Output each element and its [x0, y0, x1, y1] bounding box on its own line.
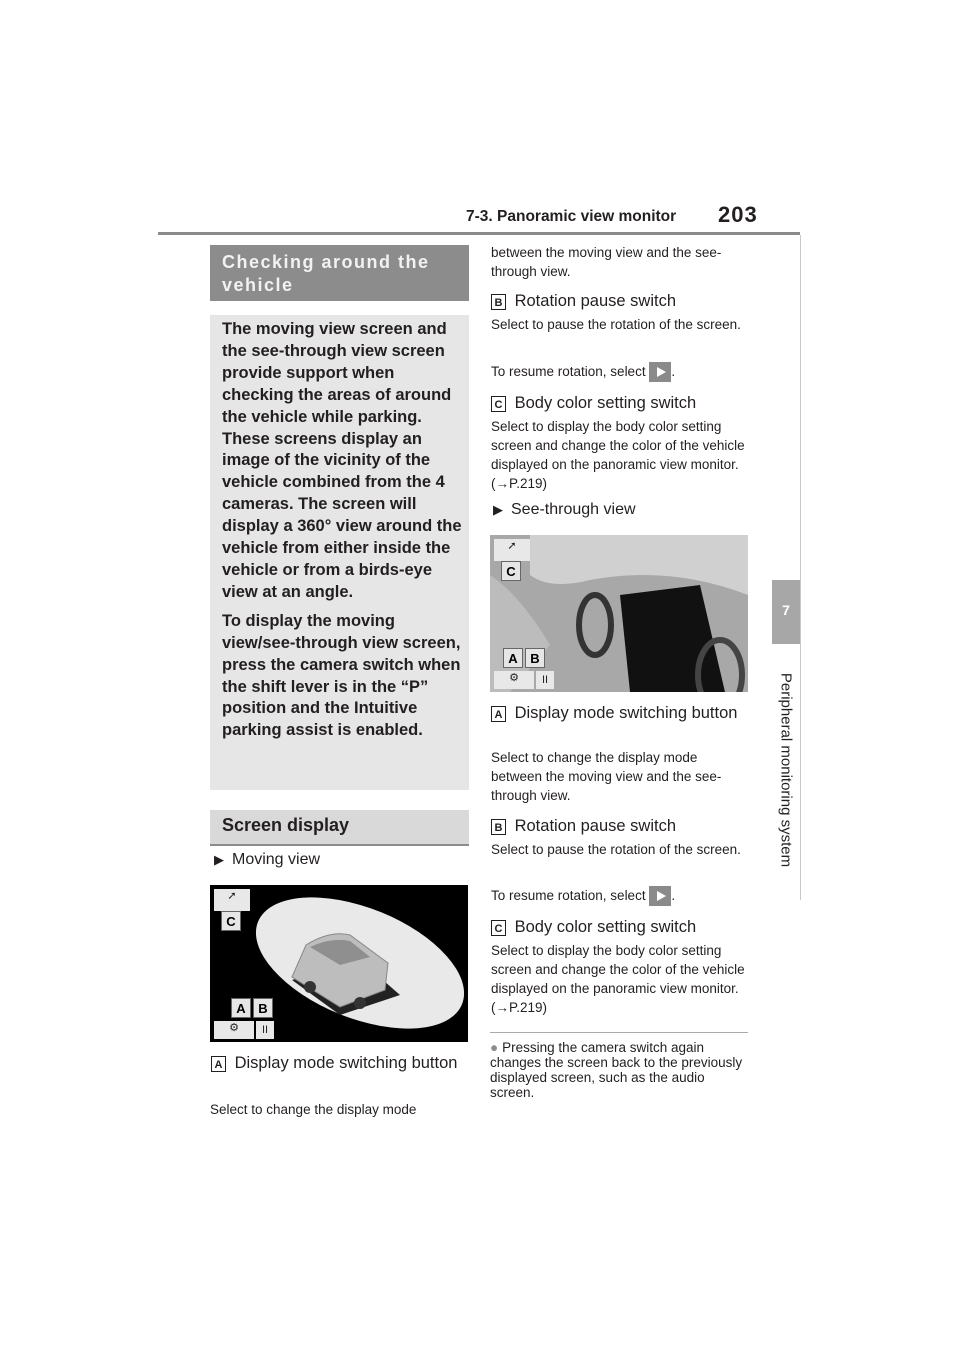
- section-header: 7-3. Panoramic view monitor: [466, 208, 677, 225]
- intro-box: [210, 315, 469, 790]
- label-b: B: [491, 294, 506, 310]
- item-a-title: Display mode switching button: [514, 704, 738, 722]
- item-b-title: Rotation pause switch: [514, 817, 677, 835]
- section-title-checking: Checking around the vehicle: [210, 245, 469, 301]
- item-b-desc: Select to pause the rotation of the screen.: [491, 317, 741, 332]
- intro-paragraph-2: To display the moving view/see-through view screen, press the camera switch when the shift lever is in the “P” position and the Intuitive parking assist is enabled.: [222, 611, 461, 740]
- intro-paragraph-1: The moving view screen and the see-through view screen provide support when checking the areas of around the vehicle while parking. These screens display an image of the vicinity of the vehicle combined from the 4 cameras. The screen will display a 360° view around the vehicle from either inside the vehicle or from a birds-eye view at an angle.: [222, 320, 462, 601]
- header-rule: [158, 232, 800, 235]
- item-b-resume: To resume rotation, select .: [491, 362, 749, 382]
- item-a-moving: [211, 1052, 461, 1074]
- moving-view-heading: ▶ Moving view: [214, 851, 321, 868]
- display-mode-button[interactable]: A: [503, 648, 523, 668]
- item-b-see-through: [491, 815, 751, 837]
- page-number: 203: [718, 202, 758, 227]
- display-mode-button[interactable]: A: [231, 998, 251, 1018]
- pause-icon[interactable]: II: [536, 671, 554, 689]
- moving-view-screen: [210, 885, 468, 1042]
- item-c-title: Body color setting switch: [514, 918, 697, 936]
- note: [490, 1040, 752, 1100]
- item-a-desc-continued: between the moving view and the see-through view.: [491, 245, 722, 279]
- item-c-moving: [491, 392, 751, 414]
- label-a: A: [491, 706, 506, 722]
- item-c-desc: Select to display the body color setting screen and change the color of the vehicle displayed on the panoramic view monitor. (→P.219): [491, 943, 745, 1015]
- item-b-resume: To resume rotation, select .: [491, 886, 749, 906]
- pause-icon[interactable]: II: [256, 1021, 274, 1039]
- item-c-title: Body color setting switch: [514, 394, 697, 412]
- see-through-heading: ▶ See-through view: [493, 501, 636, 518]
- item-b-title: Rotation pause switch: [514, 292, 677, 310]
- rotation-pause-button-b[interactable]: B: [253, 998, 273, 1018]
- triangle-bullet-icon: ▶: [493, 502, 503, 517]
- resume-play-icon: [649, 886, 671, 906]
- camera-view-icon[interactable]: ➚: [494, 539, 530, 561]
- item-b-moving: [491, 290, 751, 312]
- note-text: Pressing the camera switch again changes the screen back to the previously displayed screen, such as the audio screen.: [490, 1040, 743, 1100]
- item-a-see-through: [491, 702, 749, 724]
- rotation-pause-button-b[interactable]: B: [525, 648, 545, 668]
- parking-assist-icon[interactable]: ⚙: [214, 1021, 254, 1039]
- label-a: A: [211, 1056, 226, 1072]
- label-c: C: [491, 396, 506, 412]
- note-bullet-icon: ●: [490, 1040, 499, 1055]
- note-rule: [490, 1032, 748, 1033]
- side-divider: [800, 235, 801, 900]
- camera-view-icon[interactable]: ➚: [214, 889, 250, 911]
- item-a-desc: Select to change the display mode: [210, 1102, 417, 1117]
- item-b-desc: Select to pause the rotation of the screen.: [491, 842, 741, 857]
- label-b: B: [491, 819, 506, 835]
- section-title-screen-display: Screen display: [210, 810, 469, 844]
- chapter-number: 7: [782, 602, 790, 618]
- triangle-bullet-icon: ▶: [214, 852, 224, 867]
- parking-assist-icon[interactable]: ⚙: [494, 671, 534, 689]
- label-c: C: [491, 920, 506, 936]
- see-through-screen: [490, 535, 748, 692]
- resume-play-icon: [649, 362, 671, 382]
- chapter-title: Peripheral monitoring system: [777, 672, 795, 868]
- item-a-title: Display mode switching button: [234, 1054, 458, 1072]
- item-c-see-through: [491, 916, 751, 938]
- body-color-button[interactable]: C: [221, 911, 241, 931]
- item-a-desc: Select to change the display mode between the moving view and the see-through view.: [491, 750, 722, 803]
- section-rule: [210, 844, 469, 846]
- body-color-button[interactable]: C: [501, 561, 521, 581]
- item-c-desc: Select to display the body color setting screen and change the color of the vehicle displayed on the panoramic view monitor. (→P.219): [491, 419, 745, 491]
